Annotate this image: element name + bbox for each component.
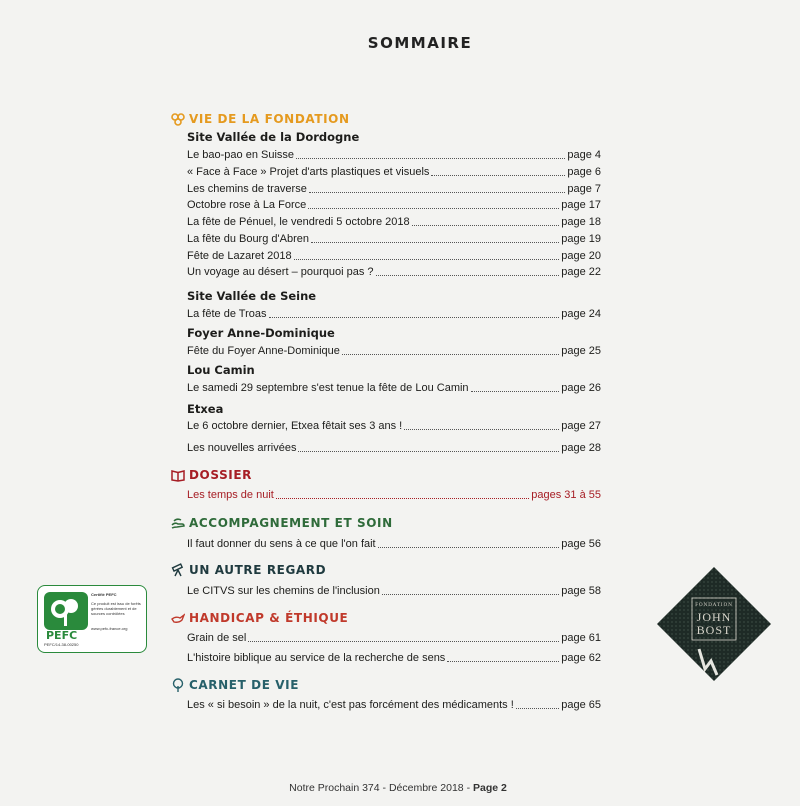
entry-title: Le samedi 29 septembre s'est tenue la fête de Lou Camin [187, 382, 469, 394]
entry-page: page 65 [561, 699, 601, 711]
section-label: DOSSIER [189, 468, 253, 482]
entry-title: La fête du Bourg d'Abren [187, 233, 309, 245]
leader-dots [296, 158, 565, 159]
leader-dots [404, 429, 559, 430]
leader-dots [376, 275, 560, 276]
toc-entry[interactable] [187, 629, 601, 645]
pefc-logo [37, 585, 147, 653]
site-header: Site Vallée de Seine [187, 289, 317, 303]
leader-dots [471, 391, 560, 392]
section-label: CARNET DE VIE [189, 678, 300, 692]
pefc-certified: Certifié PEFC [91, 592, 117, 597]
entry-title: La fête de Pénuel, le vendredi 5 octobre 2018 [187, 216, 410, 228]
toc-entry[interactable] [187, 439, 601, 455]
entry-page: page 26 [561, 382, 601, 394]
section-header-handicap [171, 609, 348, 627]
section-header-dossier [171, 466, 252, 484]
entry-title: Les temps de nuit [187, 489, 274, 501]
entry-page: page 6 [567, 166, 601, 178]
entry-page: page 24 [561, 308, 601, 320]
pefc-url: www.pefc-france.org [91, 626, 128, 631]
leader-dots [294, 259, 560, 260]
entry-page: page 58 [561, 585, 601, 597]
toc-entry[interactable] [187, 163, 601, 179]
toc-entry[interactable] [187, 582, 601, 598]
leader-dots [311, 242, 559, 243]
entry-title: Le bao-pao en Suisse [187, 149, 295, 161]
toc-entry[interactable] [187, 379, 601, 395]
entry-page: page 22 [561, 266, 601, 278]
toc-entry[interactable] [187, 417, 601, 433]
section-header-regard [171, 561, 326, 579]
entry-page: page 25 [561, 345, 601, 357]
toc-entry[interactable] [187, 696, 601, 712]
leader-dots [516, 708, 559, 709]
entry-page: page 28 [561, 442, 601, 454]
jb-line2: JOHN [696, 610, 732, 624]
entry-title: L'histoire biblique au service de la recherche de sens [187, 652, 446, 664]
entry-title: Il faut donner du sens à ce que l'on fait [187, 538, 376, 550]
leader-dots [276, 498, 529, 499]
section-header-fondation [171, 110, 350, 128]
section-label: HANDICAP & ÉTHIQUE [189, 611, 349, 625]
entry-page: page 20 [561, 250, 601, 262]
footer-text: Notre Prochain 374 - Décembre 2018 - [289, 782, 473, 794]
entry-title: Fête du Foyer Anne-Dominique [187, 345, 340, 357]
telescope-icon [171, 563, 185, 577]
dove-icon [171, 611, 185, 625]
site-header: Site Vallée de la Dordogne [187, 130, 360, 144]
toc-entry[interactable] [187, 146, 601, 162]
open-book-icon [171, 468, 185, 482]
pefc-desc: Ce produit est issu de forêts gérées durablement et de sources contrôlées [91, 601, 141, 616]
section-header-carnet [171, 676, 299, 694]
section-label: UN AUTRE REGARD [189, 563, 327, 577]
entry-title: La fête de Troas [187, 308, 267, 320]
section-label: VIE DE LA FONDATION [189, 112, 350, 126]
toc-entry[interactable] [187, 230, 601, 246]
entry-page: page 27 [561, 420, 601, 432]
site-header: Etxea [187, 402, 224, 416]
leader-dots [378, 547, 560, 548]
section-label: ACCOMPAGNEMENT ET SOIN [189, 516, 393, 530]
site-header: Lou Camin [187, 363, 255, 377]
toc-entry[interactable] [187, 535, 601, 551]
entry-title: Les « si besoin » de la nuit, c'est pas forcément des médicaments ! [187, 699, 514, 711]
entry-page: pages 31 à 55 [531, 489, 601, 501]
toc-entry[interactable] [187, 213, 601, 229]
entry-page: page 17 [561, 199, 601, 211]
tree-icon [171, 678, 185, 692]
section-header-accompagnement [171, 514, 393, 532]
toc-entry[interactable] [187, 342, 601, 358]
page-footer [0, 782, 796, 794]
jb-line1: FONDATION [695, 603, 733, 608]
leader-dots [412, 225, 560, 226]
toc-entry[interactable] [187, 196, 601, 212]
toc-entry[interactable] [187, 305, 601, 321]
leader-dots [382, 594, 559, 595]
toc-entry[interactable] [187, 180, 601, 196]
leader-dots [298, 451, 559, 452]
entry-title: Le CITVS sur les chemins de l'inclusion [187, 585, 380, 597]
jb-line3: BOST [696, 623, 732, 637]
toc-entry[interactable] [187, 247, 601, 263]
pefc-brand: PEFC [46, 629, 78, 642]
entry-title: Les chemins de traverse [187, 183, 307, 195]
entry-title: Octobre rose à La Force [187, 199, 307, 211]
leader-dots [269, 317, 560, 318]
entry-page: page 62 [561, 652, 601, 664]
leader-dots [308, 208, 559, 209]
entry-title: Le 6 octobre dernier, Etxea fêtait ses 3 ans ! [187, 420, 403, 432]
entry-title: Un voyage au désert – pourquoi pas ? [187, 266, 374, 278]
leader-dots [309, 192, 566, 193]
entry-title: Fête de Lazaret 2018 [187, 250, 292, 262]
page-title: SOMMAIRE [367, 34, 473, 52]
entry-page: page 4 [567, 149, 601, 161]
toc-entry[interactable] [187, 486, 601, 502]
entry-page: page 19 [561, 233, 601, 245]
leader-dots [342, 354, 559, 355]
entry-page: page 7 [567, 183, 601, 195]
entry-page: page 56 [561, 538, 601, 550]
entry-page: page 18 [561, 216, 601, 228]
entry-title: « Face à Face » Projet d'arts plastiques et visuels [187, 166, 430, 178]
leader-dots [447, 661, 559, 662]
leader-dots [431, 175, 565, 176]
pefc-text [91, 592, 143, 631]
entry-title: Grain de sel [187, 632, 247, 644]
toc-entry[interactable] [187, 649, 601, 665]
trefoil-icon [171, 112, 185, 126]
footer-page: Page 2 [472, 782, 507, 794]
hand-icon [171, 516, 185, 530]
entry-title: Les nouvelles arrivées [187, 442, 297, 454]
pefc-code: PEFC/14-38-00250 [44, 642, 79, 647]
leader-dots [248, 641, 559, 642]
toc-entry[interactable] [187, 263, 601, 279]
john-bost-logo [655, 565, 773, 683]
entry-page: page 61 [561, 632, 601, 644]
site-header: Foyer Anne-Dominique [187, 326, 335, 340]
